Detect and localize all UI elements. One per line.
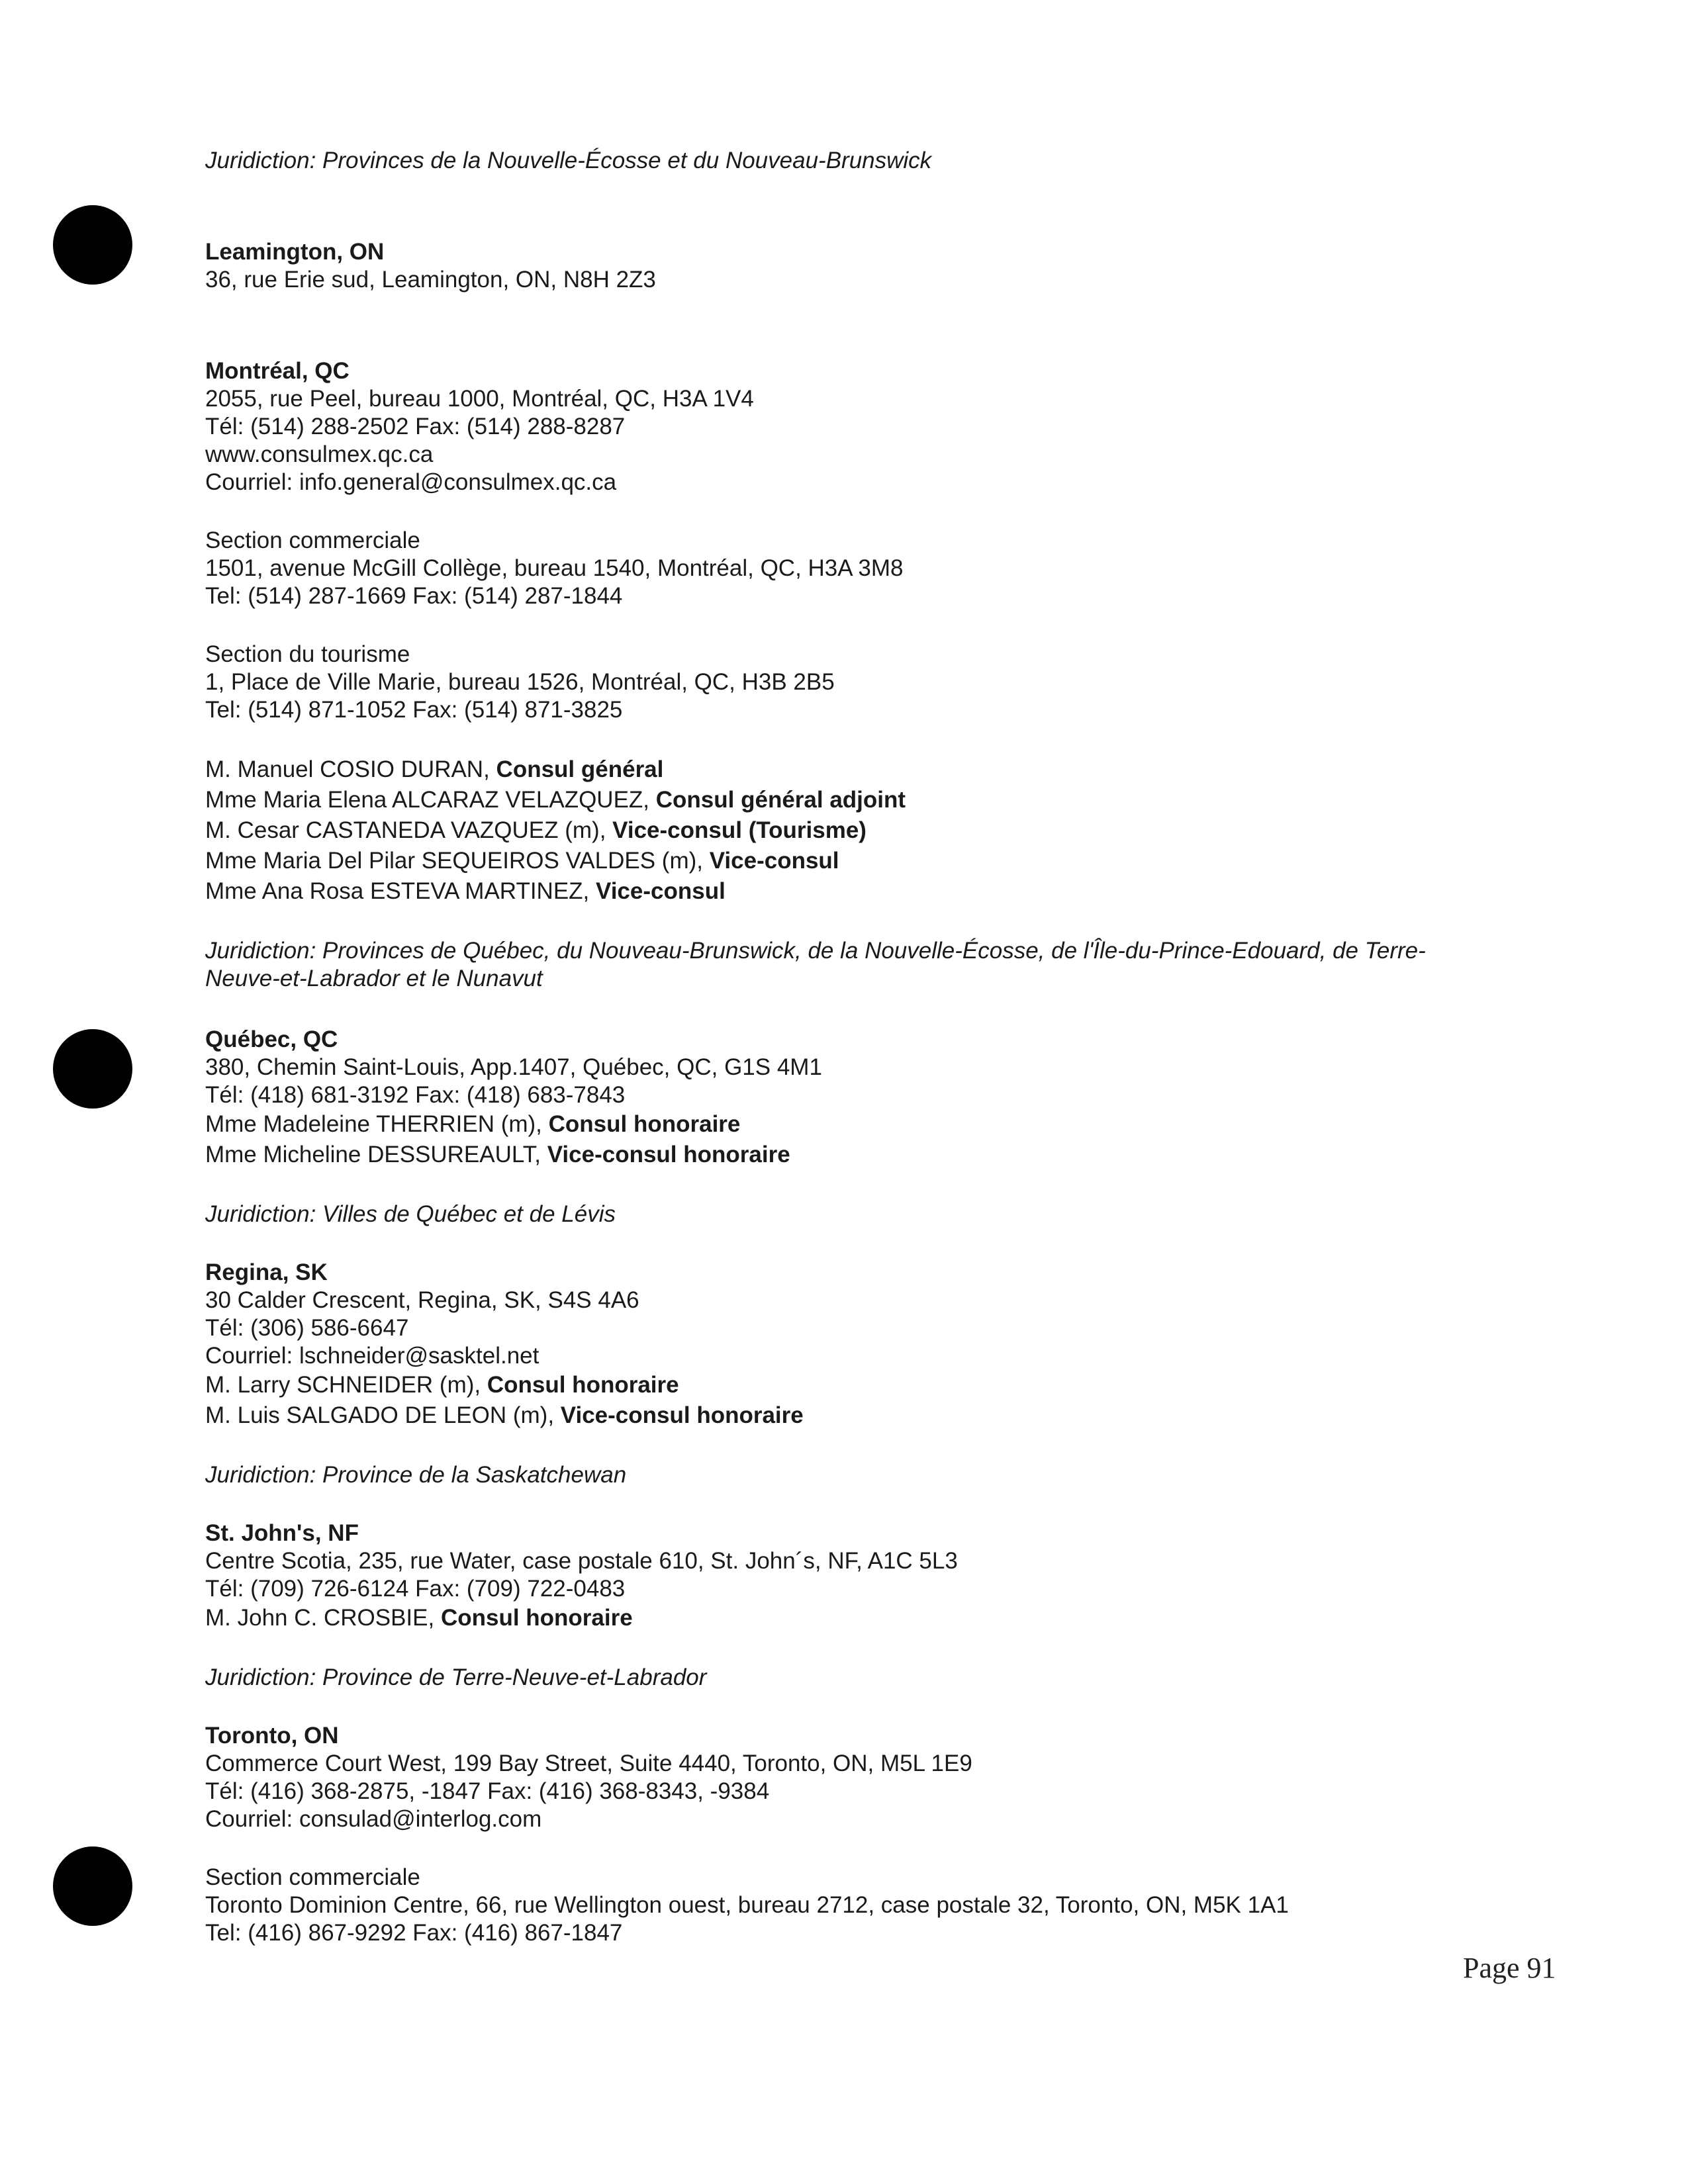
consulate-quebec xyxy=(205,1026,1529,1228)
phone-fax-text: Tél: (418) 681-3192 Fax: (418) 683-7843 xyxy=(205,1082,626,1108)
staff-title: Vice-consul (Tourisme) xyxy=(612,817,867,843)
staff-title: Consul général adjoint xyxy=(655,787,906,813)
consulate-regina xyxy=(205,1259,1529,1489)
staff-entry xyxy=(205,1603,1529,1633)
website-link[interactable]: www.consulmex.qc.ca xyxy=(205,441,434,467)
staff-title: Vice-consul honoraire xyxy=(547,1142,790,1167)
staff-title: Vice-consul xyxy=(596,878,726,904)
binder-hole xyxy=(53,1029,132,1109)
staff-name: M. Manuel COSIO DURAN, xyxy=(205,756,496,782)
staff-list xyxy=(205,1370,1529,1431)
consulate-toronto xyxy=(205,1722,1529,1947)
juridiction-text: Juridiction: Province de Terre-Neuve-et-Labrador xyxy=(205,1664,707,1690)
staff-name: Mme Madeleine THERRIEN (m), xyxy=(205,1111,549,1137)
staff-name: Mme Ana Rosa ESTEVA MARTINEZ, xyxy=(205,878,596,904)
email-link[interactable]: Courriel: consulad@interlog.com xyxy=(205,1806,542,1832)
page-number: Page 91 xyxy=(1463,1952,1556,1984)
phone-fax-text: Tél: (416) 368-2875, -1847 Fax: (416) 368-8343, -9384 xyxy=(205,1778,770,1804)
consulate-directory xyxy=(205,147,1529,1947)
city-heading: Leamington, ON xyxy=(205,239,385,265)
staff-title: Consul honoraire xyxy=(487,1372,679,1398)
consulate-st-johns xyxy=(205,1520,1529,1692)
binder-hole xyxy=(53,205,132,285)
juridiction-text: Neuve-et-Labrador et le Nunavut xyxy=(205,966,543,991)
city-heading: Montréal, QC xyxy=(205,358,350,384)
email-link[interactable]: Courriel: lschneider@sasktel.net xyxy=(205,1343,539,1369)
staff-name: Mme Maria Elena ALCARAZ VELAZQUEZ, xyxy=(205,787,656,813)
juridiction-text: Juridiction: Provinces de la Nouvelle-Écosse et du Nouveau-Brunswick xyxy=(205,148,932,173)
section-label: Section commerciale xyxy=(205,1864,420,1890)
staff-title: Consul honoraire xyxy=(440,1605,633,1631)
staff-title: Consul général xyxy=(496,756,664,782)
staff-entry xyxy=(205,754,1529,785)
address-text: 1, Place de Ville Marie, bureau 1526, Montréal, QC, H3B 2B5 xyxy=(205,669,835,695)
staff-list xyxy=(205,754,1529,907)
phone-fax-text: Tel: (514) 287-1669 Fax: (514) 287-1844 xyxy=(205,583,623,609)
staff-title: Vice-consul honoraire xyxy=(560,1402,804,1428)
phone-fax-text: Tél: (709) 726-6124 Fax: (709) 722-0483 xyxy=(205,1576,626,1602)
staff-name: M. Cesar CASTANEDA VAZQUEZ (m), xyxy=(205,817,613,843)
staff-title: Consul honoraire xyxy=(548,1111,741,1137)
address-text: 380, Chemin Saint-Louis, App.1407, Québec, QC, G1S 4M1 xyxy=(205,1054,822,1080)
city-heading: St. John's, NF xyxy=(205,1520,359,1546)
staff-entry xyxy=(205,785,1529,815)
consulate-montreal xyxy=(205,357,1529,993)
staff-entry xyxy=(205,846,1529,876)
staff-list xyxy=(205,1109,1529,1170)
city-heading: Québec, QC xyxy=(205,1026,338,1052)
staff-name: M. John C. CROSBIE, xyxy=(205,1605,441,1631)
address-text: Centre Scotia, 235, rue Water, case postale 610, St. John´s, NF, A1C 5L3 xyxy=(205,1548,958,1574)
address-text: 30 Calder Crescent, Regina, SK, S4S 4A6 xyxy=(205,1287,639,1313)
address-text: Commerce Court West, 199 Bay Street, Suite 4440, Toronto, ON, M5L 1E9 xyxy=(205,1751,972,1776)
address-text: 2055, rue Peel, bureau 1000, Montréal, QC, H3A 1V4 xyxy=(205,386,754,412)
city-heading: Regina, SK xyxy=(205,1259,328,1285)
phone-fax-text: Tel: (514) 871-1052 Fax: (514) 871-3825 xyxy=(205,697,623,723)
staff-entry xyxy=(205,1140,1529,1170)
staff-entry xyxy=(205,815,1529,846)
address-text: Toronto Dominion Centre, 66, rue Wellington ouest, bureau 2712, case postale 32, Toronto, ON, M5K 1A1 xyxy=(205,1892,1289,1918)
city-heading: Toronto, ON xyxy=(205,1723,339,1749)
staff-name: M. Larry SCHNEIDER (m), xyxy=(205,1372,487,1398)
phone-fax-text: Tel: (416) 867-9292 Fax: (416) 867-1847 xyxy=(205,1920,623,1946)
staff-entry xyxy=(205,876,1529,907)
staff-list xyxy=(205,1603,1529,1633)
staff-entry xyxy=(205,1109,1529,1140)
section-label: Section commerciale xyxy=(205,527,420,553)
staff-name: Mme Micheline DESSUREAULT, xyxy=(205,1142,547,1167)
juridiction-text: Juridiction: Province de la Saskatchewan xyxy=(205,1462,627,1488)
juridiction-text: Juridiction: Provinces de Québec, du Nouveau-Brunswick, de la Nouvelle-Écosse, de l'Île-du-Prince-Edouard, de Terre- xyxy=(205,938,1426,964)
consulate-leamington xyxy=(205,238,1529,294)
binder-hole xyxy=(53,1846,132,1926)
phone-fax-text: Tél: (514) 288-2502 Fax: (514) 288-8287 xyxy=(205,414,626,439)
address-text: 36, rue Erie sud, Leamington, ON, N8H 2Z3 xyxy=(205,267,656,293)
staff-entry xyxy=(205,1370,1529,1400)
section-label: Section du tourisme xyxy=(205,641,410,667)
staff-name: M. Luis SALGADO DE LEON (m), xyxy=(205,1402,561,1428)
staff-name: Mme Maria Del Pilar SEQUEIROS VALDES (m), xyxy=(205,848,710,874)
phone-text: Tél: (306) 586-6647 xyxy=(205,1315,409,1341)
staff-entry xyxy=(205,1400,1529,1431)
email-link[interactable]: Courriel: info.general@consulmex.qc.ca xyxy=(205,469,617,495)
staff-title: Vice-consul xyxy=(709,848,839,874)
address-text: 1501, avenue McGill Collège, bureau 1540, Montréal, QC, H3A 3M8 xyxy=(205,555,904,581)
juridiction-text: Juridiction: Villes de Québec et de Lévis xyxy=(205,1201,616,1227)
